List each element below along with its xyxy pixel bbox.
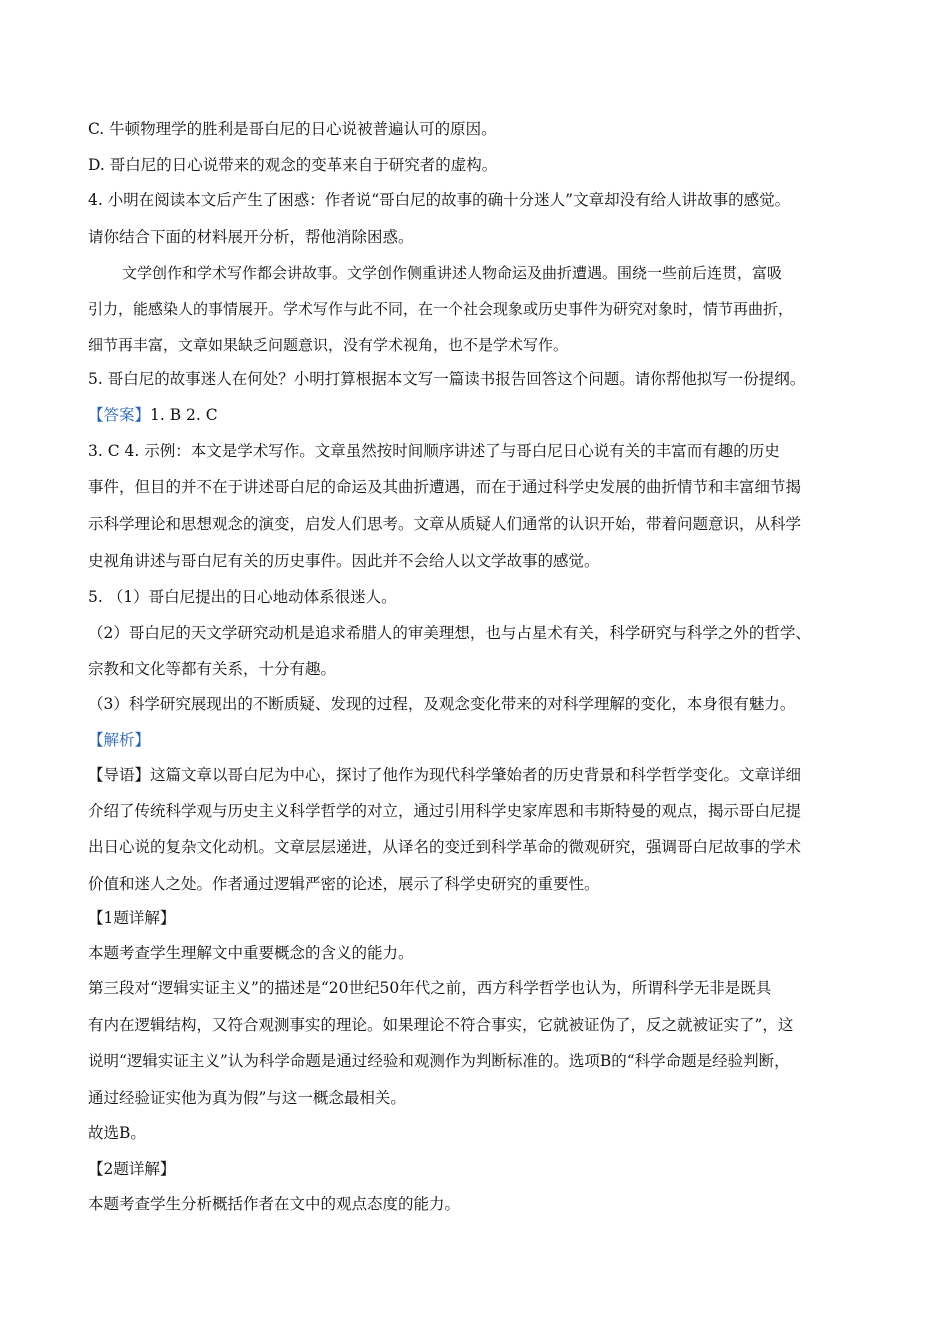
- q1-detail-line-2: 第三段对“逻辑实证主义”的描述是“20世纪50年代之前，西方科学哲学也认为，所谓科学无非是既具: [88, 979, 772, 997]
- answer-line-2: 3. C 4. 示例：本文是学术写作。文章虽然按时间顺序讲述了与哥白尼日心说有关的丰富而有趣的历史: [88, 442, 780, 460]
- option-d: D. 哥白尼的日心说带来的观念的变革来自于研究者的虚构。: [88, 156, 498, 174]
- q1-detail-heading: 【1题详解】: [88, 909, 176, 927]
- material-line-2: 引力，能感染人的事情展开。学术写作与此不同，在一个社会现象或历史事件为研究对象时，情节再曲折，: [88, 300, 794, 318]
- intro-line-4: 价值和迷人之处。作者通过逻辑严密的论述，展示了科学史研究的重要性。: [88, 875, 600, 893]
- answer-5-point-3: （3）科学研究展现出的不断质疑、发现的过程，及观念变化带来的对科学理解的变化，本身很有魅力。: [88, 695, 796, 713]
- answer-line-3: 事件，但目的并不在于讲述哥白尼的命运及其曲折遭遇，而在于通过科学史发展的曲折情节和丰富细节揭: [88, 478, 802, 496]
- answer-line-5: 史视角讲述与哥白尼有关的历史事件。因此并不会给人以文学故事的感觉。: [88, 552, 600, 570]
- question-5: 5. 哥白尼的故事迷人在何处？小明打算根据本文写一篇读书报告回答这个问题。请你帮他拟写一份提纲。: [88, 370, 806, 388]
- answer-label: 【答案】: [88, 406, 151, 424]
- q2-detail-line-1: 本题考查学生分析概括作者在文中的观点态度的能力。: [88, 1195, 461, 1213]
- analysis-label: 【解析】: [88, 731, 151, 749]
- q1-detail-line-3: 有内在逻辑结构，又符合观测事实的理论。如果理论不符合事实，它就被证伪了，反之就被证实了”，这: [88, 1016, 794, 1034]
- q1-detail-line-1: 本题考查学生理解文中重要概念的含义的能力。: [88, 944, 414, 962]
- material-line-1: 文学创作和学术写作都会讲故事。文学创作侧重讲述人物命运及曲折遭遇。围绕一些前后连贯，富吸: [122, 264, 783, 282]
- answers-1-2: 1. B 2. C: [150, 406, 218, 424]
- intro-line-1: 【导语】这篇文章以哥白尼为中心，探讨了他作为现代科学肇始者的历史背景和科学哲学变化。文章详细: [88, 766, 802, 784]
- answer-5-point-2: （2）哥白尼的天文学研究动机是追求希腊人的审美理想，也与占星术有关，科学研究与科学之外的哲学、: [88, 624, 811, 642]
- option-c: C. 牛顿物理学的胜利是哥白尼的日心说被普遍认可的原因。: [88, 120, 497, 138]
- answer-5-point-2-cont: 宗教和文化等都有关系，十分有趣。: [88, 660, 337, 678]
- q1-detail-line-5: 通过经验证实他为真为假”与这一概念最相关。: [88, 1089, 406, 1107]
- question-4: 4. 小明在阅读本文后产生了困惑：作者说“哥白尼的故事的确十分迷人”文章却没有给人讲故事的感觉。: [88, 191, 791, 209]
- intro-line-2: 介绍了传统科学观与历史主义科学哲学的对立，通过引用科学史家库恩和韦斯特曼的观点，揭示哥白尼提: [88, 802, 802, 820]
- question-4-cont: 请你结合下面的材料展开分析，帮他消除困惑。: [88, 228, 414, 246]
- q1-detail-line-4: 说明“逻辑实证主义”认为科学命题是通过经验和观测作为判断标准的。选项B的“科学命题是经验判断，: [88, 1052, 790, 1070]
- intro-line-3: 出日心说的复杂文化动机。文章层层递进，从译名的变迁到科学革命的微观研究，强调哥白尼故事的学术: [88, 838, 802, 856]
- material-line-3: 细节再丰富，文章如果缺乏问题意识，没有学术视角，也不是学术写作。: [88, 336, 569, 354]
- answer-line-4: 示科学理论和思想观念的演变，启发人们思考。文章从质疑人们通常的认识开始，带着问题意识，从科学: [88, 515, 802, 533]
- answer-5-point-1: 5. （1）哥白尼提出的日心地动体系很迷人。: [88, 588, 397, 606]
- q1-conclusion: 故选B。: [88, 1124, 146, 1142]
- answer-line-1: [88, 405, 218, 425]
- q2-detail-heading: 【2题详解】: [88, 1160, 176, 1178]
